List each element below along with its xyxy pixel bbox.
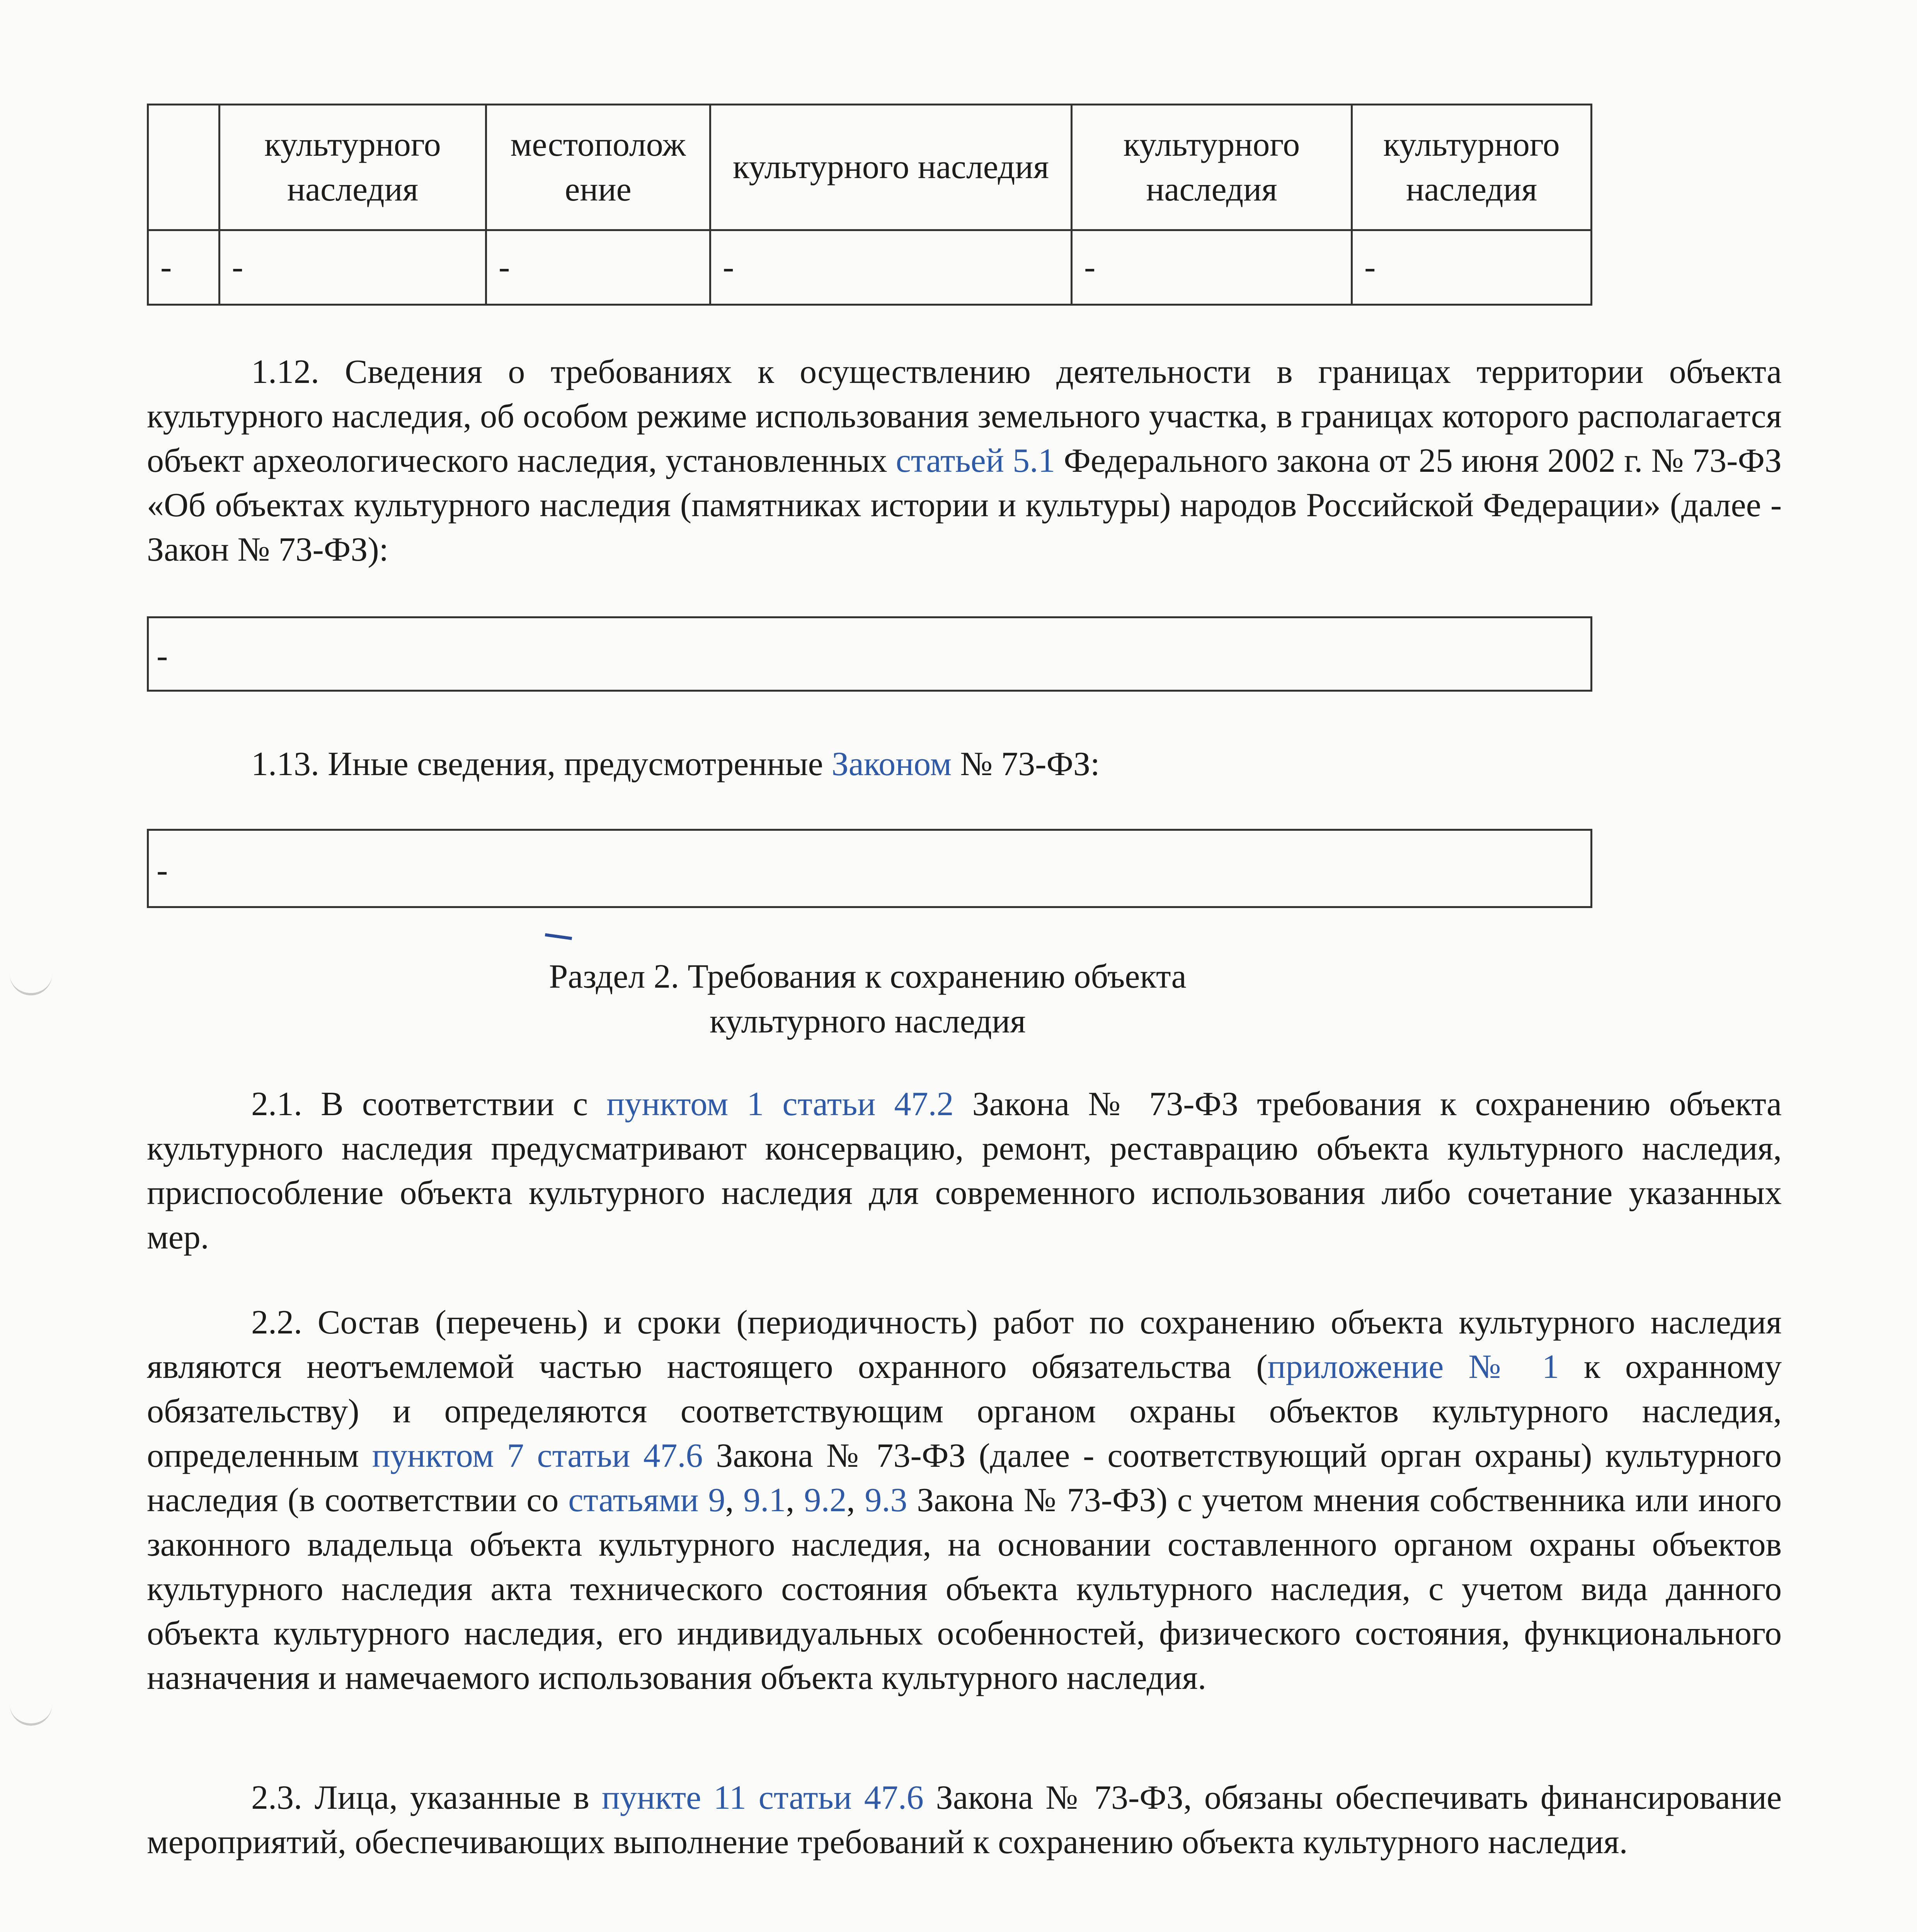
table-header-row [148, 105, 1592, 230]
table-cell: - [486, 230, 710, 305]
link-p7-article-47-6[interactable]: пунктом 7 статьи 47.6 [372, 1437, 703, 1475]
section-2-title: Раздел 2. Требования к сохранению объекта культурного наследия [549, 958, 1187, 1040]
link-article-9-3[interactable]: 9.3 [865, 1481, 907, 1519]
link-articles-9[interactable]: статьями 9 [568, 1481, 725, 1519]
link-law[interactable]: Законом [831, 745, 952, 783]
link-article-5-1[interactable]: статьей 5.1 [896, 442, 1056, 480]
table-header-cell: местополож ение [486, 105, 710, 230]
paragraph-2-3: 2.3. Лица, указанные в пункте 11 статьи 47.6 Закона № 73-ФЗ, обязаны обеспечивать финансирование мероприятий, обеспечивающих выполнение требований к сохранению объекта культурного наследия. [147, 1779, 1782, 1861]
punch-hole-mark [10, 1700, 52, 1726]
table-header-cell: культурного наследия [710, 105, 1072, 230]
scan-dust [1878, 93, 1888, 102]
punch-hole-mark [10, 970, 52, 995]
paragraph-1-13: 1.13. Иные сведения, предусмотренные Законом № 73-ФЗ: [251, 745, 1100, 783]
link-p11-article-47-6[interactable]: пункте 11 статьи 47.6 [601, 1779, 924, 1816]
table-cell: - [220, 230, 486, 305]
table-cell: - [710, 230, 1072, 305]
link-article-9-1[interactable]: 9.1 [743, 1481, 786, 1519]
table-header-cell: культурного наследия [220, 105, 486, 230]
link-article-9-2[interactable]: 9.2 [804, 1481, 847, 1519]
table-header-cell [148, 105, 220, 230]
table-row [148, 230, 1592, 305]
info-box-1-12: - [147, 616, 1592, 692]
table-cell: - [1072, 230, 1352, 305]
table-cell: - [1352, 230, 1592, 305]
paragraph-2-2: 2.2. Состав (перечень) и сроки (периодичность) работ по сохранению объекта культурного наследия являются неотъемлемой частью настоящего охранного обязательства (приложение № 1 к охранному обязательству) и определяются соответствующим органом охраны объектов культурного наследия, определенным пунктом 7 статьи 47.6 Закона № 73-ФЗ (далее - соответствующий орган охраны) культурного наследия (в соответствии со статьями 9, 9.1, 9.2, 9.3 Закона № 73-ФЗ) с учетом мнения собственника или иного законного владельца объекта культурного наследия, на основании составленного органом охраны объектов культурного наследия акта технического состояния объекта культурного наследия, с учетом вида данного объекта культурного наследия, его индивидуальных особенностей, физического состояния, функционального назначения и намечаемого использования объекта культурного наследия. [147, 1304, 1782, 1697]
paragraph-1-12: 1.12. Сведения о требованиях к осуществлению деятельности в границах территории объекта культурного наследия, об особом режиме использования земельного участка, в границах которого располагается объект археологического наследия, установленных статьей 5.1 Федерального закона от 25 июня 2002 г. № 73-ФЗ «Об объектах культурного наследия (памятниках истории и культуры) народов Российской Федерации» (далее - Закон № 73-ФЗ): [147, 353, 1782, 568]
ink-speck [545, 933, 572, 940]
info-box-1-13: - [147, 829, 1592, 908]
heritage-table [147, 104, 1592, 306]
table-header-cell: культурного наследия [1352, 105, 1592, 230]
link-p1-article-47-2[interactable]: пунктом 1 статьи 47.2 [606, 1085, 954, 1123]
table-header-cell: культурного наследия [1072, 105, 1352, 230]
link-appendix-1[interactable]: приложение № 1 [1267, 1348, 1559, 1386]
table-cell: - [148, 230, 220, 305]
paragraph-2-1: 2.1. В соответствии с пунктом 1 статьи 47.2 Закона № 73-ФЗ требования к сохранению объекта культурного наследия предусматривают консервацию, ремонт, реставрацию объекта культурного наследия, приспособление объекта культурного наследия для современного использования либо сочетание указанных мер. [147, 1085, 1782, 1256]
